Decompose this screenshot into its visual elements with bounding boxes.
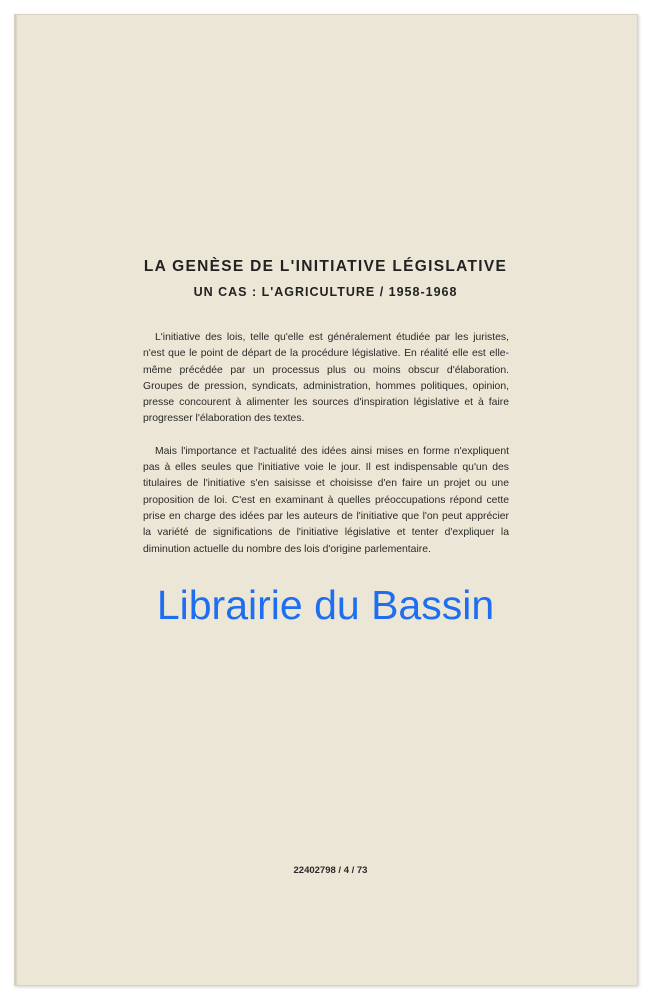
- book-subtitle: UN CAS : L'AGRICULTURE / 1958-1968: [193, 285, 458, 299]
- blurb-paragraph-1: L'initiative des lois, telle qu'elle est généralement étudiée par les juristes, n'est que le point de départ de la procédure législative. En réalité elle est elle-même précédée par un processus plus ou moins obscur d'élaboration. Groupes de pression, syndicats, administration, hommes politiques, opinion, presse concourent à alimenter les sources d'inspiration législative et à faire progresser l'élaboration des textes.: [143, 332, 509, 425]
- blurb: [143, 330, 509, 574]
- watermark-text: Librairie du Bassin: [156, 582, 495, 628]
- blurb-paragraph-2: Mais l'importance et l'actualité des idées ainsi mises en forme n'expliquent pas à elles seules que l'initiative voie le jour. Il est indispensable qu'un des titulaires de l'initiative s'en saisisse et choisisse d'en faire un projet ou une proposition de loi. C'est en examinant à quelles préoccupations répond cette prise en charge des idées par les auteurs de l'initiative que l'on peut apprécier la variété de significations de l'initiative législative et tenter d'expliquer la diminution actuelle du nombre des lois d'origine parlementaire.: [143, 445, 509, 555]
- book-title: LA GENÈSE DE L'INITIATIVE LÉGISLATIVE: [143, 258, 508, 275]
- catalog-code: 22402798 / 4 / 73: [293, 865, 368, 876]
